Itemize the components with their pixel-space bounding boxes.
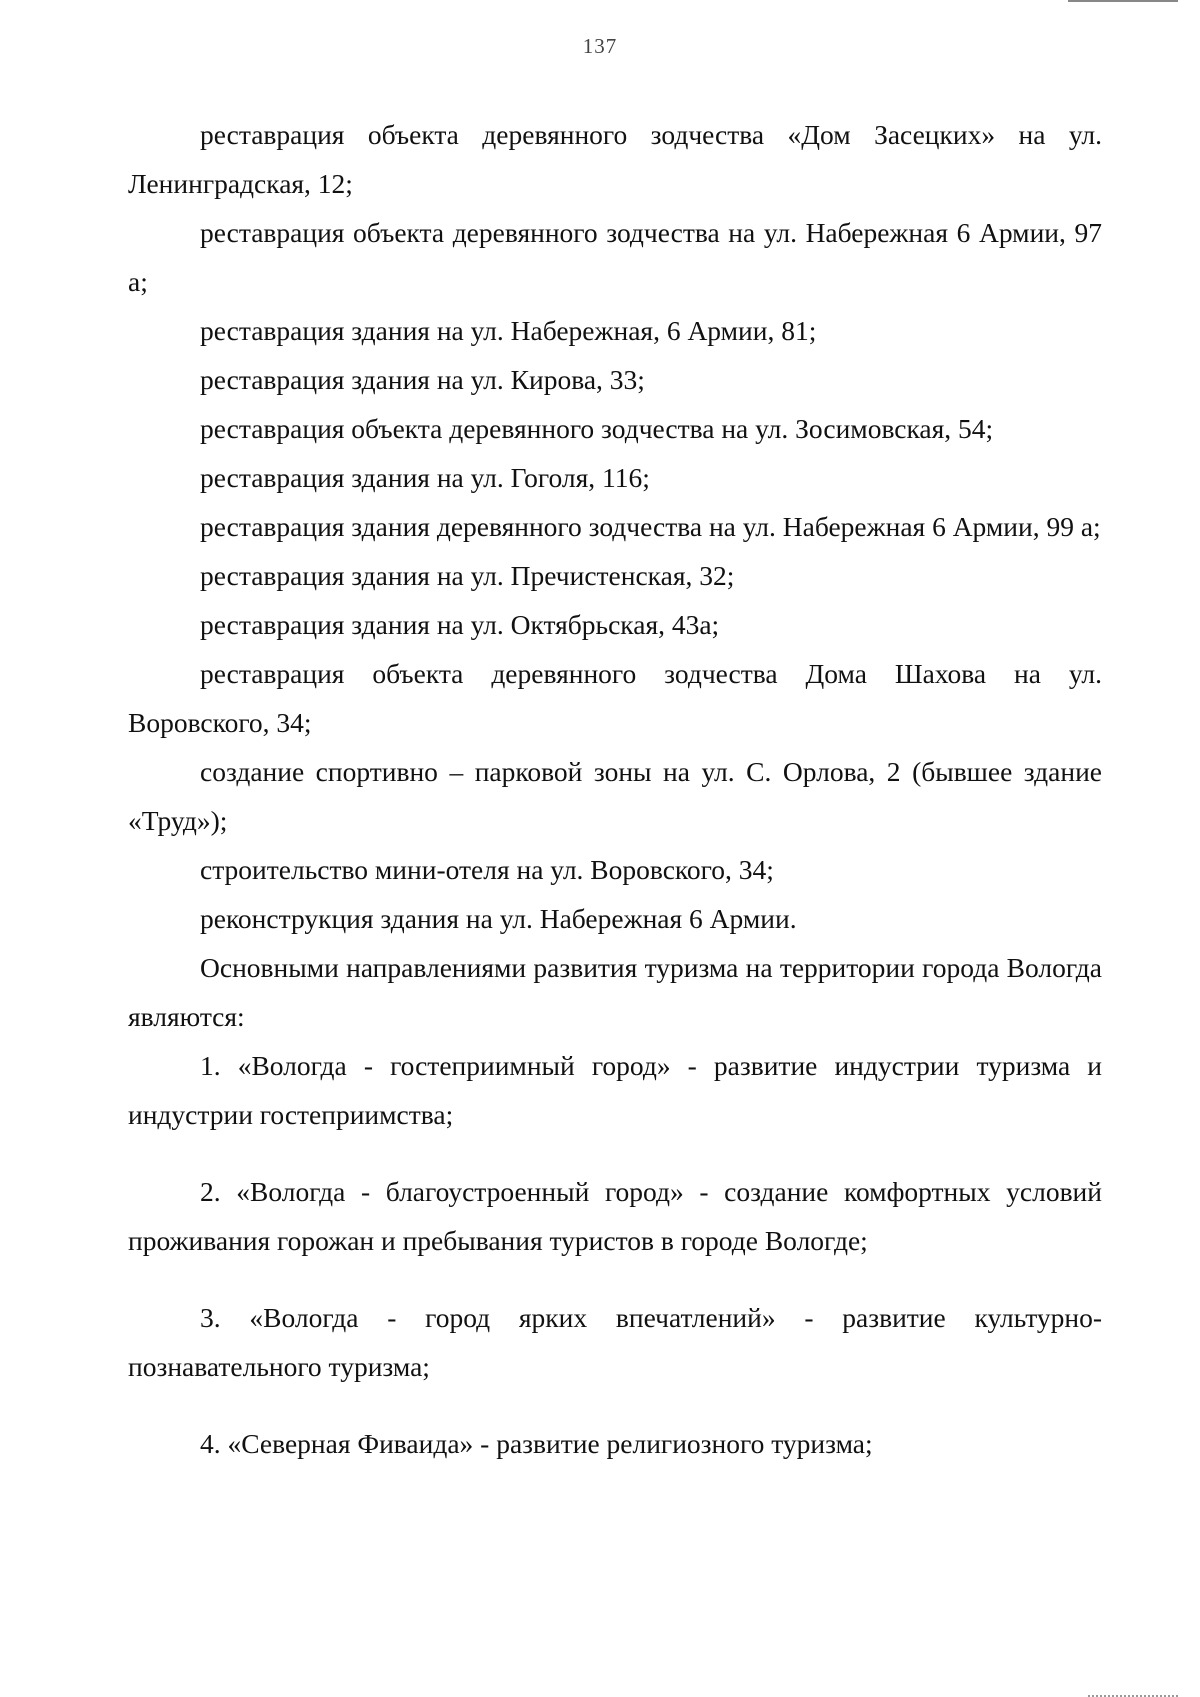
paragraph-mini-hotel: строительство мини-отеля на ул. Воровского, 34;	[200, 854, 774, 885]
paragraph-naberezhnaya-81: реставрация здания на ул. Набережная, 6 Армии, 81;	[200, 315, 817, 346]
list-item-northern-thebaid: 4. «Северная Фиваида» - развитие религиозного туризма;	[200, 1428, 873, 1459]
list-item-comfortable-city: 2. «Вологда - благоустроенный город» - создание комфортных условий проживания горожан и пребывания туристов в городе Вологде;	[128, 1176, 1102, 1256]
paragraph-tourism-directions-intro: Основными направлениями развития туризма на территории города Вологда являются:	[128, 952, 1102, 1032]
paragraph-kirova-33: реставрация здания на ул. Кирова, 33;	[200, 364, 645, 395]
paragraph-dom-zasetskikh: реставрация объекта деревянного зодчества «Дом Засецких» на ул. Ленинградская, 12;	[128, 119, 1102, 199]
spacer	[128, 1391, 1102, 1419]
page-number: 137	[582, 34, 618, 58]
list-item-hospitable-city: 1. «Вологда - гостеприимный город» - развитие индустрии туризма и индустрии гостеприимства;	[128, 1050, 1102, 1130]
list-item-vivid-impressions: 3. «Вологда - город ярких впечатлений» - развитие культурно-познавательного туризма;	[128, 1302, 1102, 1382]
paragraph-zosimovskaya-54: реставрация объекта деревянного зодчества на ул. Зосимовская, 54;	[200, 413, 994, 444]
paragraph-naberezhnaya-97a: реставрация объекта деревянного зодчества на ул. Набережная 6 Армии, 97 а;	[128, 217, 1102, 297]
paragraph-prechistenskaya-32: реставрация здания на ул. Пречистенская, 32;	[200, 560, 735, 591]
paragraph-oktyabrskaya-43a: реставрация здания на ул. Октябрьская, 43а;	[200, 609, 720, 640]
document-body	[128, 110, 1102, 1468]
paragraph-reconstruction: реконструкция здания на ул. Набережная 6 Армии.	[200, 903, 797, 934]
paragraph-naberezhnaya-99a: реставрация здания деревянного зодчества на ул. Набережная 6 Армии, 99 а;	[200, 511, 1101, 542]
paragraph-sport-park-zone: создание спортивно – парковой зоны на ул. С. Орлова, 2 (бывшее здание «Труд»);	[128, 756, 1102, 836]
paragraph-gogolya-116: реставрация здания на ул. Гоголя, 116;	[200, 462, 650, 493]
scan-edge-mark-top	[1068, 0, 1178, 5]
spacer	[128, 1265, 1102, 1293]
scan-edge-mark-bottom	[1088, 1692, 1178, 1697]
paragraph-doma-shakhova: реставрация объекта деревянного зодчества Дома Шахова на ул. Воровского, 34;	[128, 658, 1102, 738]
spacer	[128, 1139, 1102, 1167]
